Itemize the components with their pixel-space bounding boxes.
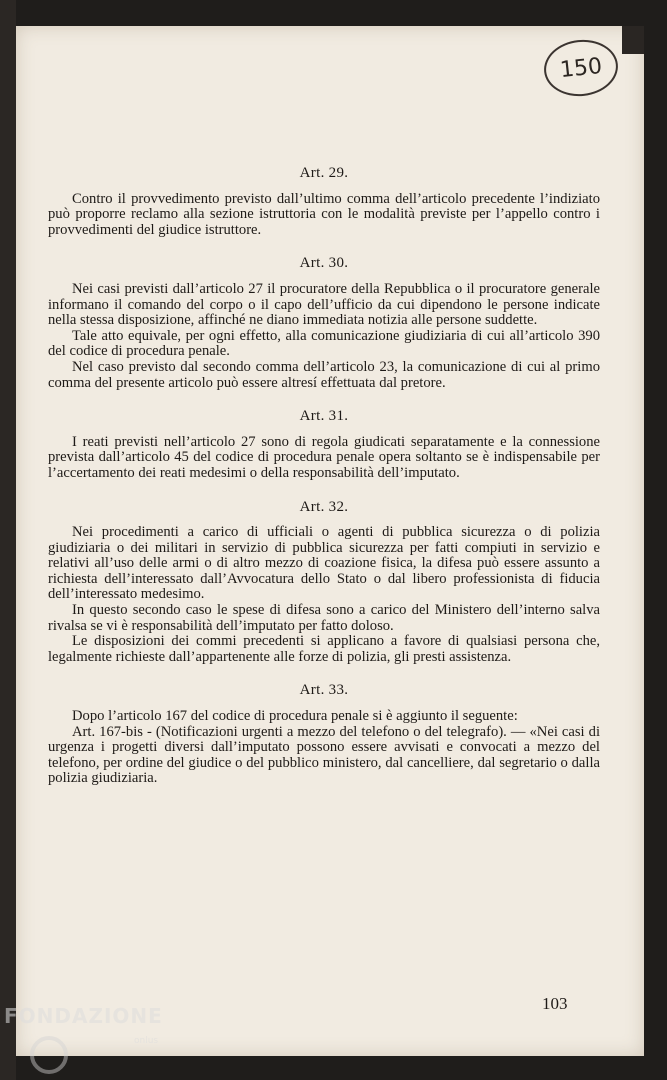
article-paragraph: Art. 167-bis - (Notificazioni urgenti a mezzo del telefono o del telegrafo). — «Nei casi di urgenza i progetti diversi dall’imputato possono essere avvisati e convocati a mezzo del telefono, per ordine del giudice o del pubblico ministero, dal cancelliere, dal segretario o dalla polizia giudiziaria. xyxy=(48,723,600,787)
watermark-subtitle: onlus xyxy=(134,1036,159,1046)
article-paragraph: Le disposizioni dei commi precedenti si applicano a favore di qualsiasi persona che, legalmente richieste dall’appartenente alle forze di polizia, gli presti assistenza. xyxy=(48,633,600,665)
page-number: 103 xyxy=(542,994,568,1013)
article-paragraph: Nel caso previsto dal secondo comma dell’articolo 23, la comunicazione di cui al primo comma del presente articolo può essere altresí effettuata dal pretore. xyxy=(48,358,600,391)
foundation-watermark xyxy=(4,1004,204,1068)
document-page xyxy=(16,26,644,1056)
article-29 xyxy=(48,166,600,238)
article-title: Art. 31. xyxy=(299,408,349,425)
article-title: Art. 32. xyxy=(299,498,349,515)
article-paragraph: Nei procedimenti a carico di ufficiali o agenti di pubblica sicurezza o di polizia giudiziaria o dei militari in servizio di pubblica sicurezza per fatti compiuti in servizio e relativi all’uso delle armi o di altro mezzo di coazione fisica, la difesa può essere assunto a richiesta dell’interessato dall’Avvocatura dello Stato o dal libero professionista di fiducia dell’interessato medesimo. xyxy=(48,524,600,603)
article-paragraph: In questo secondo caso le spese di difesa sono a carico del Ministero dell’interno salva rivalsa se vi è responsabilità dell’imputato per fatto doloso. xyxy=(48,602,600,634)
article-paragraph: I reati previsti nell’articolo 27 sono di regola giudicati separatamente e la connessione prevista dall’articolo 45 del codice di procedura penale opera soltanto se è indispensabile per l’accertamento dei reati medesimi o della responsabilità dell’imputato. xyxy=(48,433,600,481)
article-33 xyxy=(48,683,600,787)
watermark-title: FONDAZIONE xyxy=(4,1004,163,1028)
archive-number-stamp: 150 xyxy=(541,36,620,99)
book-spine-edge xyxy=(0,0,16,1080)
article-paragraph: Dopo l’articolo 167 del codice di procedura penale si è aggiunto il seguente: xyxy=(72,708,518,725)
article-30 xyxy=(48,256,600,391)
article-32 xyxy=(48,500,600,666)
legal-text xyxy=(48,166,600,787)
page-corner xyxy=(622,26,644,54)
article-paragraph: Tale atto equivale, per ogni effetto, alla comunicazione giudiziaria di cui all’articolo 390 del codice di procedura penale. xyxy=(48,327,600,360)
article-31 xyxy=(48,409,600,481)
article-title: Art. 29. xyxy=(299,165,349,181)
watermark-logo-icon xyxy=(30,1036,68,1074)
article-title: Art. 33. xyxy=(299,682,349,699)
article-paragraph: Contro il provvedimento previsto dall’ultimo comma dell’articolo precedente l’indiziato può proporre reclamo alla sezione istruttoria con le modalità previste per l’appello contro i provvedimenti del giudice istruttore. xyxy=(48,190,600,238)
article-paragraph: Nei casi previsti dall’articolo 27 il procuratore della Repubblica o il procuratore generale informano il comando del corpo o il capo dell’ufficio da cui dipendono le persone indicate nella stessa disposizione, affinché ne diano immediata notizia alle persone suddette. xyxy=(48,280,600,329)
article-title: Art. 30. xyxy=(299,255,349,272)
